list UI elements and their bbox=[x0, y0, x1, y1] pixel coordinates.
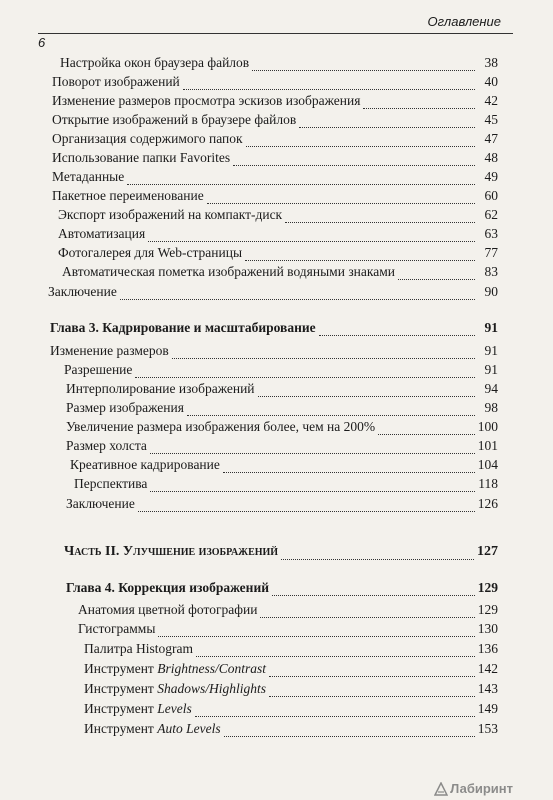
toc-entry-tool-name: Brightness/Contrast bbox=[157, 661, 266, 676]
toc-entry-page: 118 bbox=[478, 476, 498, 491]
leader-dots bbox=[138, 499, 475, 512]
leader-dots bbox=[148, 229, 475, 242]
leader-dots bbox=[269, 664, 475, 677]
leader-dots bbox=[269, 684, 475, 697]
toc-entry-title: Глава 3. Кадрирование и масштабирование bbox=[50, 320, 316, 335]
leader-dots bbox=[245, 248, 475, 261]
toc-entry-title: Заключение bbox=[48, 284, 117, 299]
leader-dots bbox=[272, 583, 475, 596]
toc-entry-page: 40 bbox=[484, 74, 498, 89]
labyrinth-logo-icon bbox=[434, 782, 448, 796]
toc-entry bbox=[52, 188, 498, 204]
toc-entry bbox=[74, 476, 498, 492]
toc-entry-title: Открытие изображений в браузере файлов bbox=[52, 112, 297, 127]
toc-entry-title: Автоматизация bbox=[58, 226, 146, 241]
toc-entry-prefix: Инструмент bbox=[84, 661, 158, 676]
leader-dots bbox=[285, 210, 475, 223]
toc-entry-tool-name: Shadows/Highlights bbox=[157, 681, 266, 696]
toc-entry-title bbox=[84, 681, 266, 697]
toc-entry-page: 153 bbox=[477, 721, 498, 736]
toc-entry-title: Размер холста bbox=[66, 438, 147, 453]
leader-dots bbox=[120, 287, 475, 300]
toc-entry-title: Глава 4. Коррекция изображений bbox=[66, 580, 270, 595]
leader-dots bbox=[223, 460, 475, 473]
running-head: Оглавление bbox=[427, 14, 501, 29]
toc-entry-page: 143 bbox=[477, 681, 498, 696]
toc-entry-page: 126 bbox=[477, 496, 498, 511]
toc-entry-page: 77 bbox=[484, 245, 498, 260]
toc-entry-title: Размер изображения bbox=[66, 400, 184, 415]
toc-entry bbox=[50, 343, 498, 359]
toc-entry-page: 49 bbox=[484, 169, 498, 184]
toc-entry bbox=[84, 721, 498, 737]
leader-dots bbox=[319, 323, 475, 336]
toc-entry-title: Настройка окон браузера файлов bbox=[60, 55, 250, 70]
toc-entry bbox=[84, 661, 498, 677]
toc-entry-page: 100 bbox=[477, 419, 498, 434]
leader-dots bbox=[183, 77, 475, 90]
toc-entry-page: 136 bbox=[477, 641, 498, 656]
toc-entry-page: 101 bbox=[477, 438, 498, 453]
toc-entry bbox=[62, 264, 498, 280]
toc-entry-title: Фотогалерея для Web-страницы bbox=[58, 245, 243, 260]
toc-entry-page: 42 bbox=[484, 93, 498, 108]
leader-dots bbox=[258, 384, 475, 397]
leader-dots bbox=[196, 644, 475, 657]
toc-entry-title: Креативное кадрирование bbox=[70, 457, 220, 472]
watermark-text: Лабиринт bbox=[450, 781, 513, 796]
toc-entry bbox=[58, 245, 498, 261]
toc-entry bbox=[66, 419, 498, 435]
toc-entry-page: 91 bbox=[484, 362, 498, 377]
toc-entry-page: 104 bbox=[477, 457, 498, 472]
toc-part-heading bbox=[64, 544, 498, 560]
toc-entry-page: 129 bbox=[477, 602, 498, 617]
toc-entry-page: 94 bbox=[484, 381, 498, 396]
toc-entry bbox=[52, 74, 498, 90]
leader-dots bbox=[150, 441, 475, 454]
toc-entry bbox=[52, 112, 498, 128]
leader-dots bbox=[127, 172, 475, 185]
leader-dots bbox=[363, 96, 475, 109]
leader-dots bbox=[187, 403, 475, 416]
toc-entry-title: Интерполирование изображений bbox=[66, 381, 255, 396]
leader-dots bbox=[224, 724, 475, 737]
toc-entry-page: 129 bbox=[477, 580, 498, 595]
toc-entry-title: Увеличение размера изображения более, чем на 200% bbox=[66, 419, 376, 434]
toc-entry bbox=[66, 381, 498, 397]
leader-dots bbox=[378, 422, 475, 435]
toc-chapter-heading bbox=[50, 320, 498, 336]
toc-entry-page: 149 bbox=[477, 701, 498, 716]
toc-entry-title: Поворот изображений bbox=[52, 74, 180, 89]
toc-entry-page: 48 bbox=[484, 150, 498, 165]
toc-entry-title: Метаданные bbox=[52, 169, 125, 184]
toc-entry-page: 91 bbox=[484, 320, 498, 335]
toc-entry bbox=[66, 496, 498, 512]
leader-dots bbox=[207, 191, 475, 204]
toc-entry-title: Автоматическая пометка изображений водяными знаками bbox=[62, 264, 395, 279]
leader-dots bbox=[260, 605, 474, 618]
toc-entry-title: Заключение bbox=[66, 496, 135, 511]
toc-entry-page: 98 bbox=[484, 400, 498, 415]
toc-entry-page: 90 bbox=[484, 284, 498, 299]
toc-entry-title bbox=[84, 721, 221, 737]
toc-entry-title: Гистограммы bbox=[78, 621, 156, 636]
toc-entry bbox=[52, 150, 498, 166]
toc-entry-page: 83 bbox=[484, 264, 498, 279]
toc-entry-title: Часть II. Улучшение изображений bbox=[64, 544, 279, 559]
toc-entry-page: 63 bbox=[484, 226, 498, 241]
toc-entry bbox=[78, 621, 498, 637]
toc-entry-tool-name: Auto Levels bbox=[157, 721, 221, 736]
toc-entry-page: 142 bbox=[477, 661, 498, 676]
toc-entry bbox=[84, 641, 498, 657]
toc-entry-page: 47 bbox=[484, 131, 498, 146]
toc-entry-title: Разрешение bbox=[64, 362, 133, 377]
toc-entry-tool-name: Levels bbox=[157, 701, 192, 716]
toc-entry-title: Анатомия цветной фотографии bbox=[78, 602, 258, 617]
page-number: 6 bbox=[38, 35, 46, 50]
leader-dots bbox=[150, 479, 475, 492]
toc-entry bbox=[78, 602, 498, 618]
toc-entry bbox=[52, 169, 498, 185]
toc-entry-prefix: Инструмент bbox=[84, 681, 158, 696]
toc-entry-title: Использование папки Favorites bbox=[52, 150, 231, 165]
toc-entry-page: 91 bbox=[484, 343, 498, 358]
toc-entry bbox=[84, 701, 498, 717]
toc-entry bbox=[84, 681, 498, 697]
toc-entry-page: 62 bbox=[484, 207, 498, 222]
toc-entry-page: 45 bbox=[484, 112, 498, 127]
toc-entry-prefix: Инструмент bbox=[84, 721, 158, 736]
toc-entry bbox=[48, 284, 498, 300]
leader-dots bbox=[281, 547, 474, 560]
toc-entry-page: 127 bbox=[477, 544, 498, 559]
toc-entry-page: 130 bbox=[477, 621, 498, 636]
toc-entry-title bbox=[84, 661, 266, 677]
toc-entry bbox=[66, 438, 498, 454]
toc-entry bbox=[52, 131, 498, 147]
toc-entry bbox=[66, 400, 498, 416]
toc-entry bbox=[58, 226, 498, 242]
toc-entry-title: Изменение размеров просмотра эскизов изображения bbox=[52, 93, 361, 108]
leader-dots bbox=[233, 153, 475, 166]
leader-dots bbox=[246, 134, 475, 147]
leader-dots bbox=[299, 115, 475, 128]
toc-entry-title: Пакетное переименование bbox=[52, 188, 204, 203]
toc-entry-title: Изменение размеров bbox=[50, 343, 169, 358]
toc-entry-page: 38 bbox=[484, 55, 498, 70]
toc-entry-title: Перспектива bbox=[74, 476, 148, 491]
toc-entry bbox=[70, 457, 498, 473]
leader-dots bbox=[172, 346, 475, 359]
toc-entry bbox=[64, 362, 498, 378]
toc-entry bbox=[60, 55, 498, 71]
toc-entry bbox=[58, 207, 498, 223]
toc-entry-title: Экспорт изображений на компакт-диск bbox=[58, 207, 283, 222]
toc-entry-prefix: Инструмент bbox=[84, 701, 158, 716]
leader-dots bbox=[158, 624, 474, 637]
leader-dots bbox=[252, 58, 475, 71]
toc-entry-title bbox=[84, 701, 192, 717]
toc-entry-title: Организация содержимого папок bbox=[52, 131, 243, 146]
leader-dots bbox=[195, 704, 475, 717]
toc-chapter-heading bbox=[66, 580, 498, 596]
leader-dots bbox=[398, 267, 475, 280]
toc-entry-title: Палитра Histogram bbox=[84, 641, 193, 656]
toc-entry bbox=[52, 93, 498, 109]
toc-entry-page: 60 bbox=[484, 188, 498, 203]
watermark-logo bbox=[434, 781, 513, 796]
leader-dots bbox=[135, 365, 475, 378]
